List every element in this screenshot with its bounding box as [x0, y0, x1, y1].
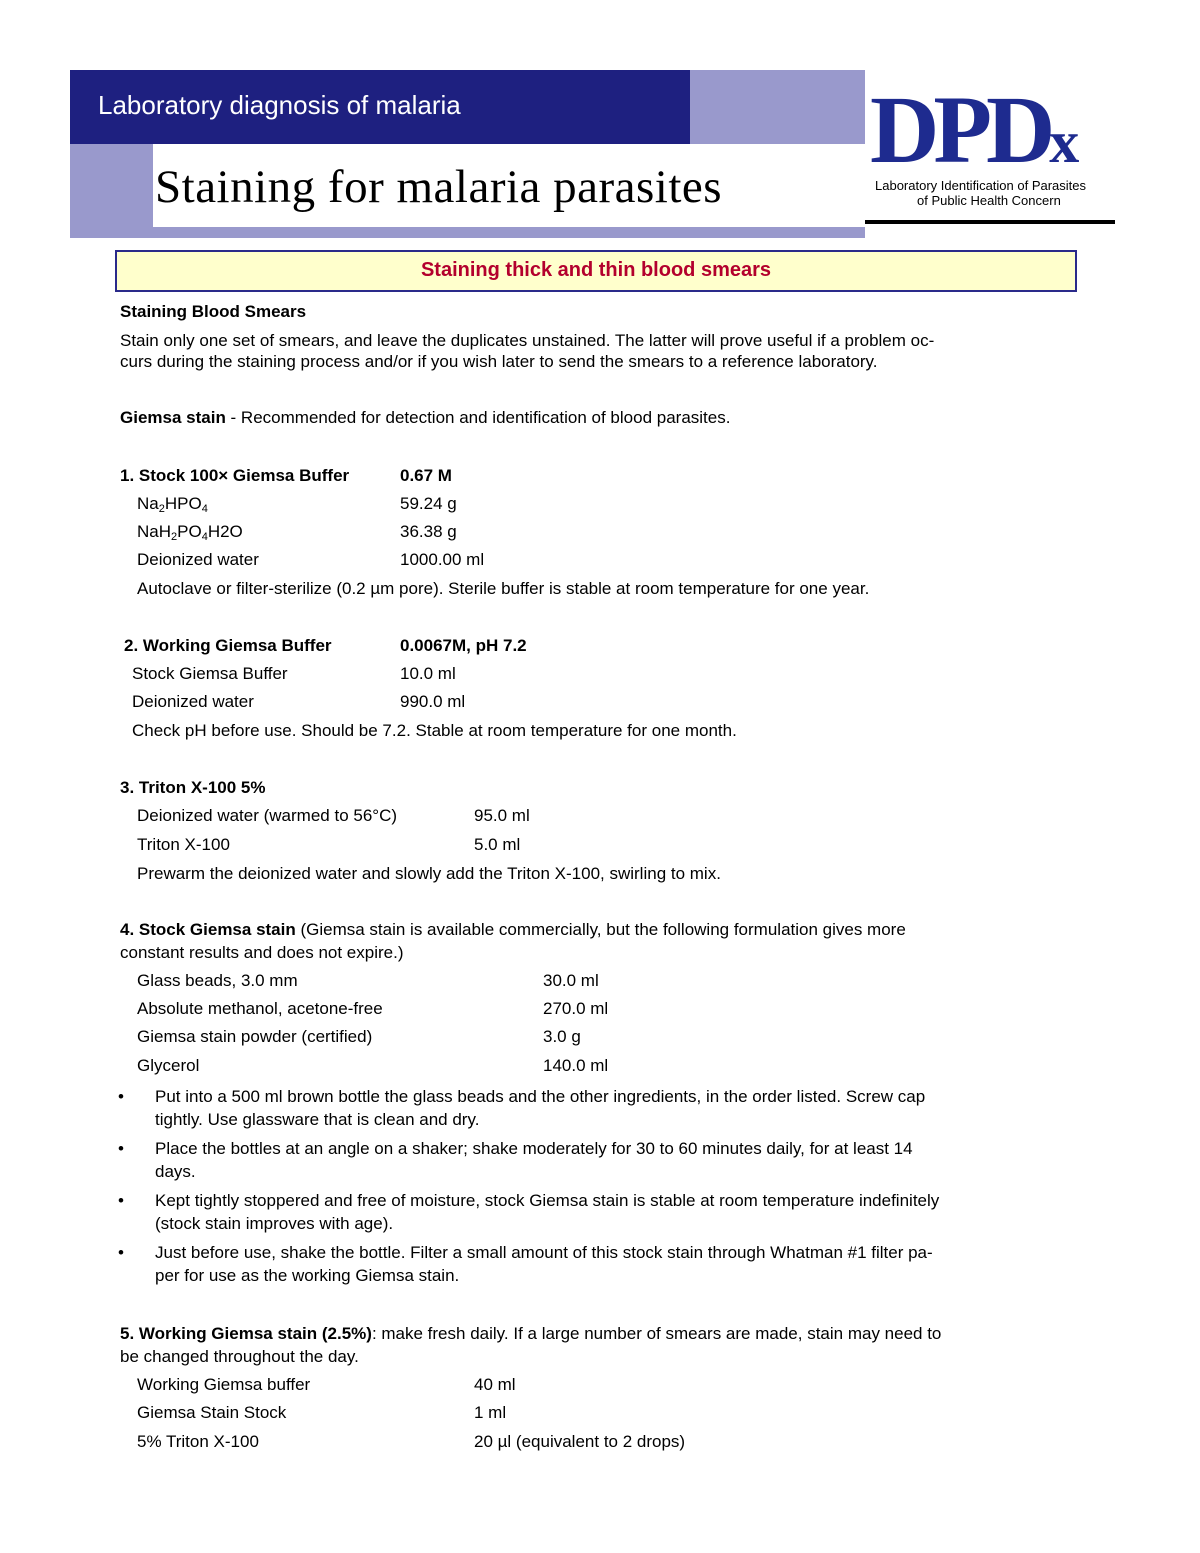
- s4-row-val: 270.0 ml: [543, 999, 609, 1018]
- s5-intro-line-2: be changed throughout the day.: [120, 1347, 359, 1366]
- s4-bullet-line: days.: [155, 1162, 196, 1181]
- s1-row-nah2po4: $NaH_2PO_4H2O$: [137, 522, 243, 543]
- page-title: Staining for malaria parasites: [155, 161, 723, 213]
- s2-row-val: 10.0 ml: [400, 664, 456, 683]
- banner-text: Staining thick and thin blood smears: [420, 259, 772, 281]
- s2-row-name: Stock Giemsa Buffer: [132, 664, 288, 683]
- s5-row-val: 1 ml: [474, 1403, 507, 1422]
- intro-heading: Staining Blood Smears: [120, 302, 307, 321]
- s2-row-val: 990.0 ml: [400, 692, 466, 711]
- s1-row-na2hpo4-val: 59.24 g: [400, 494, 457, 513]
- s5-row-name: Giemsa Stain Stock: [137, 1403, 287, 1422]
- s5-row-name: Working Giemsa buffer: [137, 1375, 311, 1394]
- s1-row-water-val: 1000.00 ml: [400, 550, 485, 569]
- s5-row-name: 5% Triton X-100: [137, 1432, 259, 1451]
- bullet-icon: •: [118, 1139, 124, 1158]
- bullet-icon: •: [118, 1191, 124, 1210]
- s4-intro-line-2: constant results and does not expire.): [120, 943, 404, 962]
- dpdx-logo: [865, 76, 1115, 228]
- s5-row-val: 20 µl (equivalent to 2 drops): [474, 1432, 686, 1451]
- s1-row-na2hpo4: $Na_2HPO_4$: [137, 494, 208, 515]
- s3-note: Prewarm the deionized water and slowly add the Triton X-100, swirling to mix.: [137, 864, 721, 883]
- s5-row-val: 40 ml: [474, 1375, 516, 1394]
- s3-row-name: Triton X-100: [137, 835, 230, 854]
- bullet-icon: •: [118, 1243, 124, 1262]
- s5-title: 5. Working Giemsa stain (2.5%): [120, 1324, 372, 1343]
- s1-title: 1. Stock 100× Giemsa Buffer: [120, 466, 350, 485]
- s3-title: 3. Triton X-100 5%: [120, 778, 266, 797]
- s4-bullet-line: tightly. Use glassware that is clean and dry.: [155, 1110, 480, 1129]
- s1-row-nah2po4-val: 36.38 g: [400, 522, 457, 541]
- s4-row-name: Glass beads, 3.0 mm: [137, 971, 298, 990]
- s4-row-val: 140.0 ml: [543, 1056, 609, 1075]
- s2-conc: 0.0067M, pH 7.2: [400, 636, 527, 655]
- s5-intro-line-1: 5. Working Giemsa stain (2.5%): make fresh daily. If a large number of smears are made, stain may need to: [120, 1324, 942, 1343]
- s4-bullet-line: Kept tightly stoppered and free of moisture, stock Giemsa stain is stable at room temperature indefinitely: [155, 1191, 940, 1210]
- logo-rule: [865, 220, 1115, 224]
- s4-bullet-line: Put into a 500 ml brown bottle the glass beads and the other ingredients, in the order listed. Screw cap: [155, 1087, 926, 1106]
- logo-tagline-1: Laboratory Identification of Parasites: [875, 178, 1087, 193]
- s4-row-name: Giemsa stain powder (certified): [137, 1027, 373, 1046]
- giemsa-summary: [120, 406, 730, 429]
- s4-bullet-line: per for use as the working Giemsa stain.: [155, 1266, 460, 1285]
- s2-title: 2. Working Giemsa Buffer: [124, 636, 332, 655]
- s3-row-val: 95.0 ml: [474, 806, 530, 825]
- bullet-icon: •: [118, 1087, 124, 1106]
- s4-bullet-line: Place the bottles at an angle on a shaker; shake moderately for 30 to 60 minutes daily, for at least 14: [155, 1139, 913, 1158]
- s1-conc: 0.67 M: [400, 466, 452, 485]
- header-subtitle: Laboratory diagnosis of malaria: [98, 90, 461, 120]
- s4-row-val: 30.0 ml: [543, 971, 599, 990]
- s4-row-val: 3.0 g: [543, 1027, 581, 1046]
- s3-row-name: Deionized water (warmed to 56°C): [137, 806, 398, 825]
- giemsa-text: - Recommended for detection and identification of blood parasites.: [225, 408, 731, 427]
- logo-tagline-2: of Public Health Concern: [917, 193, 1061, 208]
- s1-row-water: Deionized water: [137, 550, 259, 569]
- logo-wordmark: DPDx: [870, 76, 1080, 183]
- intro-line-1: Stain only one set of smears, and leave the duplicates unstained. The latter will prove useful if a problem oc-: [120, 331, 935, 350]
- section-banner: [115, 250, 1077, 292]
- s4-row-name: Absolute methanol, acetone-free: [137, 999, 383, 1018]
- s4-intro-line-1: 4. Stock Giemsa stain (Giemsa stain is available commercially, but the following formulation gives more: [120, 920, 906, 939]
- giemsa-term: Giemsa stain: [120, 408, 226, 427]
- s4-bullet-line: (stock stain improves with age).: [155, 1214, 394, 1233]
- s3-row-val: 5.0 ml: [474, 835, 521, 854]
- s4-title: 4. Stock Giemsa stain: [120, 920, 296, 939]
- s4-bullet-line: Just before use, shake the bottle. Filter a small amount of this stock stain through Whatman #1 filter pa-: [155, 1243, 933, 1262]
- s4-row-name: Glycerol: [137, 1056, 200, 1075]
- intro-line-2: curs during the staining process and/or if you wish later to send the smears to a reference laboratory.: [120, 352, 878, 371]
- s2-note: Check pH before use. Should be 7.2. Stable at room temperature for one month.: [132, 721, 737, 740]
- s1-note: Autoclave or filter-sterilize (0.2 µm pore). Sterile buffer is stable at room temperature for one year.: [137, 579, 870, 598]
- s2-row-name: Deionized water: [132, 692, 254, 711]
